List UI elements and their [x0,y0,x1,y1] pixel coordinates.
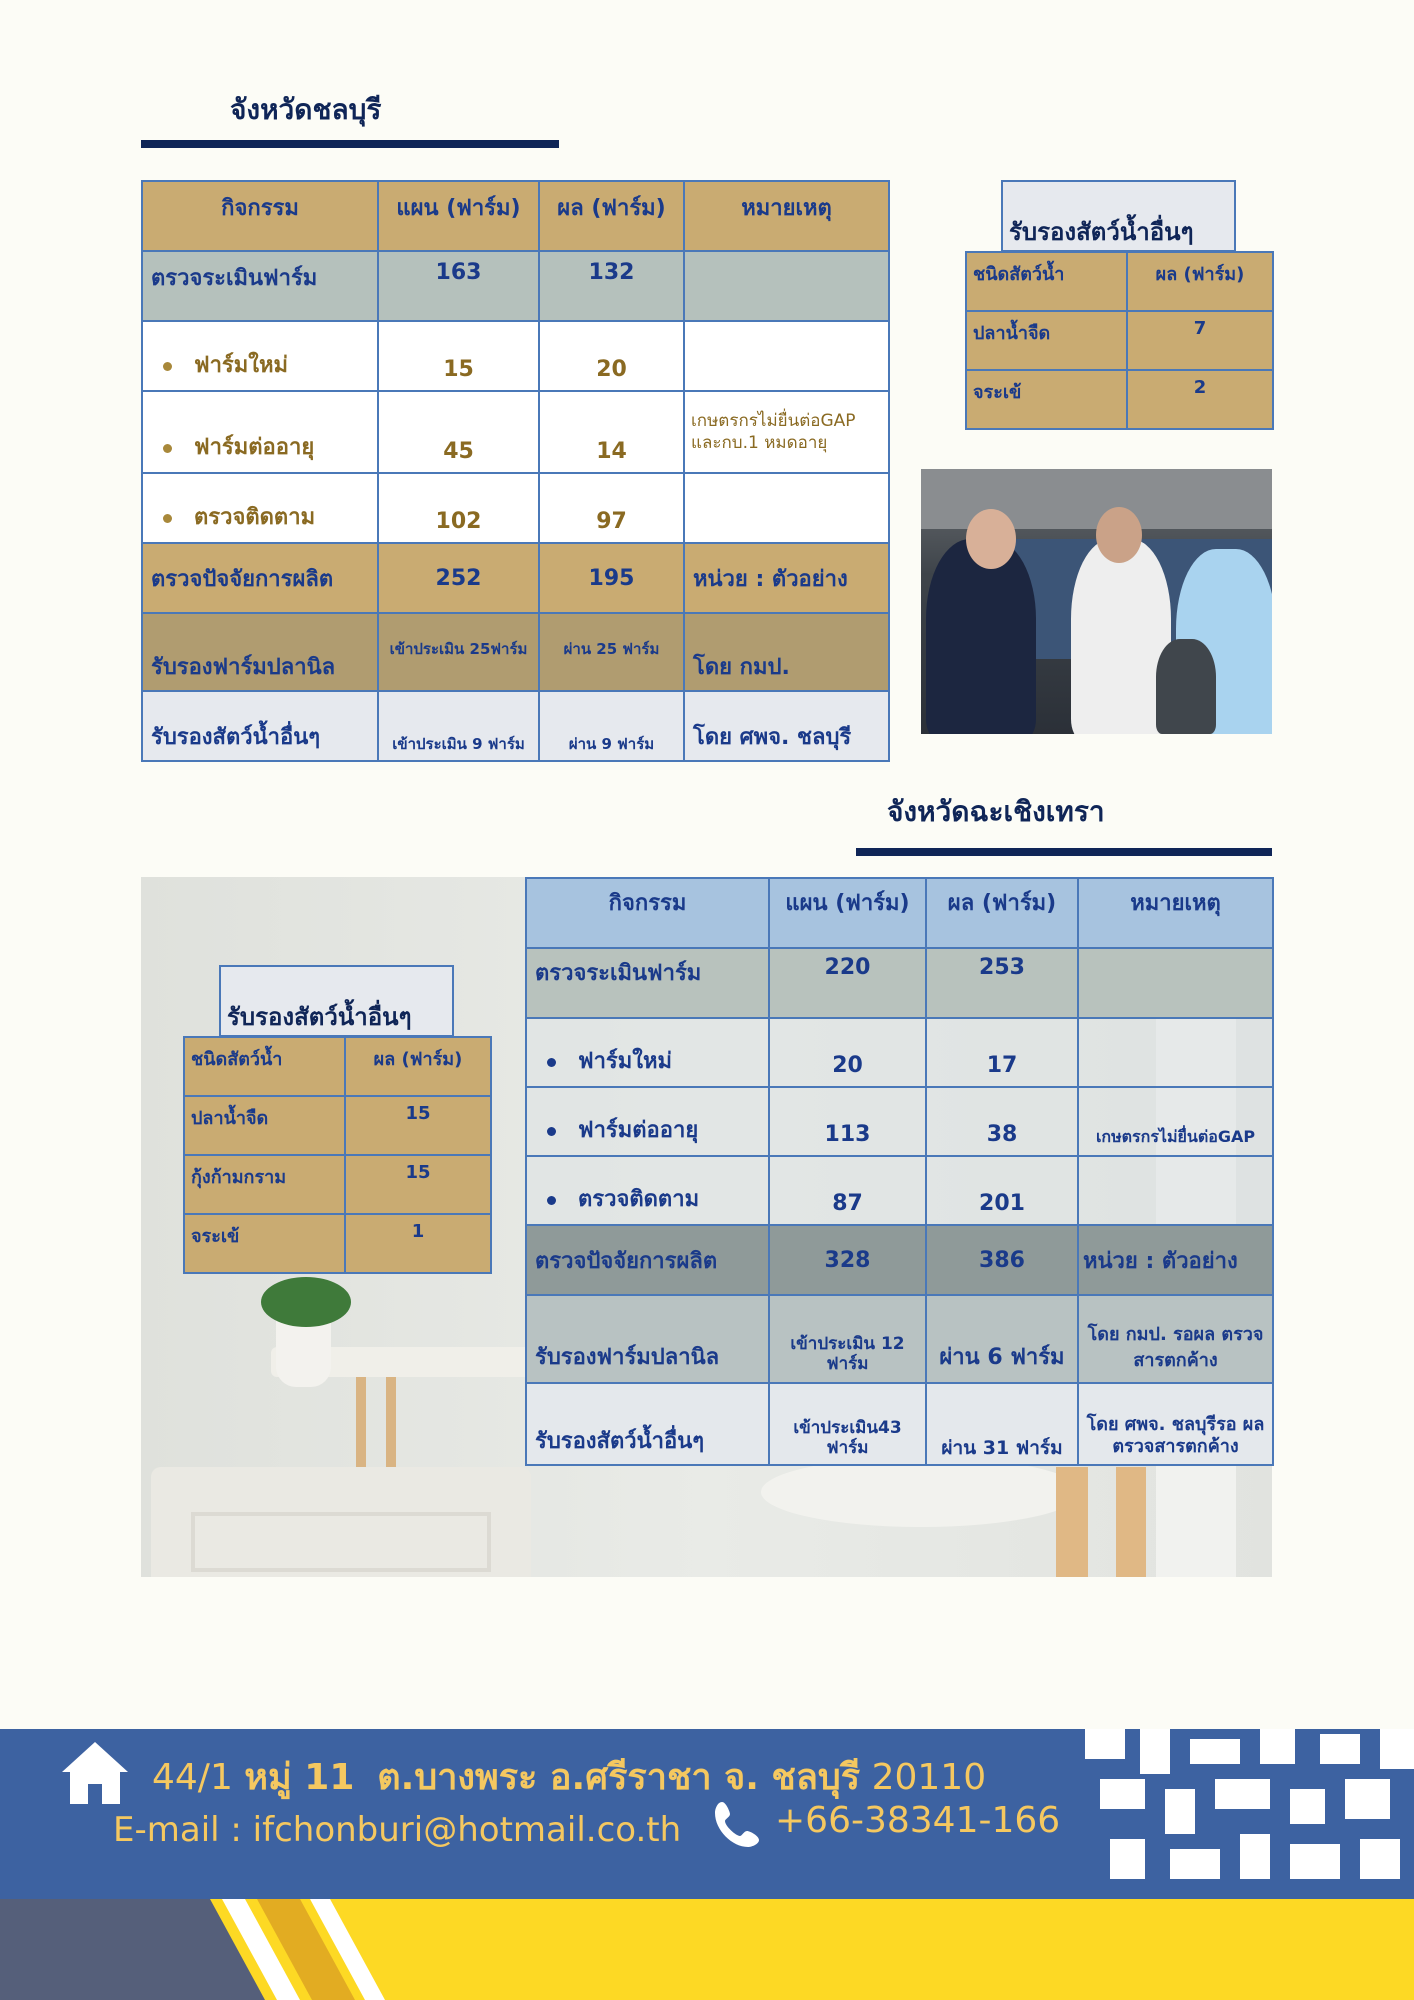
row-plan: เข้าประเมิน 12 ฟาร์ม [769,1295,926,1383]
row-result: 97 [539,473,684,543]
header-activity: กิจกรรม [142,181,378,251]
address-number: 44/1 [152,1757,233,1798]
row-activity-label: ฟาร์มใหม่ [194,353,288,378]
table-row [966,311,1273,370]
table-row [142,321,889,391]
row-note [1078,948,1273,1018]
row-result: 17 [926,1018,1078,1087]
row-note [684,321,889,391]
row-activity-label: ฟาร์มต่ออายุ [194,435,315,460]
table-row [526,1156,1273,1225]
chachoengsao-title-bar [856,848,1272,856]
table-row [184,1096,491,1155]
row-result: 14 [539,391,684,473]
row-plan: เข้าประเมิน43 ฟาร์ม [769,1383,926,1465]
row-activity: รับรองสัตว์น้ำอื่นๆ [142,691,378,761]
row-result: ผ่าน 6 ฟาร์ม [926,1295,1078,1383]
footer-address [152,1748,986,1805]
header-result: ผล (ฟาร์ม) [539,181,684,251]
bullet-icon [163,362,172,371]
table-row [526,1018,1273,1087]
table-row [526,948,1273,1018]
row-result: 132 [539,251,684,321]
table-row [142,251,889,321]
row-result: 38 [926,1087,1078,1156]
header-species: ชนิดสัตว์น้ำ [184,1037,345,1096]
table-row [184,1155,491,1214]
row-result: ผ่าน 31 ฟาร์ม [926,1383,1078,1465]
address-postcode: 20110 [871,1757,987,1798]
table-row [184,1214,491,1273]
row-result: 1 [345,1214,491,1273]
row-activity-label: ตรวจติดตาม [194,505,316,530]
row-activity [526,1156,769,1225]
row-result: 386 [926,1225,1078,1295]
row-note: หน่วย : ตัวอย่าง [684,543,889,613]
row-note: หน่วย : ตัวอย่าง [1078,1225,1273,1295]
address-rest: ต.บางพระ อ.ศรีราชา จ. ชลบุรี [377,1757,861,1798]
row-result: 2 [1127,370,1273,429]
chonburi-title-bar [141,140,559,148]
row-activity: รับรองสัตว์น้ำอื่นๆ [526,1383,769,1465]
row-activity: รับรองฟาร์มปลานิล [526,1295,769,1383]
row-plan: เข้าประเมิน 25ฟาร์ม [378,613,539,691]
row-activity: ตรวจระเมินฟาร์ม [526,948,769,1018]
row-result: 253 [926,948,1078,1018]
row-species: จระเข้ [184,1214,345,1273]
row-result: 15 [345,1155,491,1214]
table-header-row [142,181,889,251]
table-row [142,613,889,691]
table-row [526,1383,1273,1465]
row-plan: 328 [769,1225,926,1295]
row-result: ผ่าน 9 ฟาร์ม [539,691,684,761]
chonburi-other-title: รับรองสัตว์น้ำอื่นๆ [1001,180,1236,252]
row-activity-label: ตรวจติดตาม [578,1187,700,1212]
row-plan: 20 [769,1018,926,1087]
row-result: 20 [539,321,684,391]
table-row [142,391,889,473]
row-note: โดย ศพจ. ชลบุรีรอ ผลตรวจสารตกค้าง [1078,1383,1273,1465]
header-plan: แผน (ฟาร์ม) [769,878,926,948]
home-icon [58,1738,132,1806]
row-result: 15 [345,1096,491,1155]
row-species: กุ้งก้ามกราม [184,1155,345,1214]
row-activity: ตรวจปัจจัยการผลิต [142,543,378,613]
row-activity: รับรองฟาร์มปลานิล [142,613,378,691]
table-row [526,1225,1273,1295]
chonburi-other-table [965,251,1274,430]
row-plan: 252 [378,543,539,613]
row-note: โดย กมป. [684,613,889,691]
header-result: ผล (ฟาร์ม) [1127,252,1273,311]
row-plan: 102 [378,473,539,543]
row-activity: ตรวจระเมินฟาร์ม [142,251,378,321]
chachoengsao-other-title: รับรองสัตว์น้ำอื่นๆ [219,965,454,1037]
table-row [142,473,889,543]
header-note: หมายเหตุ [684,181,889,251]
row-note [1078,1018,1273,1087]
row-species: ปลาน้ำจืด [966,311,1127,370]
row-plan: 163 [378,251,539,321]
row-activity-label: ฟาร์มใหม่ [578,1049,672,1074]
header-note: หมายเหตุ [1078,878,1273,948]
row-note [684,473,889,543]
row-plan: 45 [378,391,539,473]
header-result: ผล (ฟาร์ม) [926,878,1078,948]
row-plan: เข้าประเมิน 9 ฟาร์ม [378,691,539,761]
table-header-row [184,1037,491,1096]
inspection-photo [921,469,1272,734]
chonburi-table [141,180,890,762]
row-plan: 113 [769,1087,926,1156]
bullet-icon [547,1127,556,1136]
footer-phone[interactable]: +66-38341-166 [775,1800,1061,1841]
row-plan: 220 [769,948,926,1018]
row-plan: 87 [769,1156,926,1225]
row-activity [142,473,378,543]
row-note: เกษตรกรไม่ยื่นต่อGAP และกบ.1 หมดอายุ [684,391,889,473]
table-header-row [966,252,1273,311]
table-row [526,1295,1273,1383]
row-note [1078,1156,1273,1225]
row-note: โดย ศพจ. ชลบุรี [684,691,889,761]
bullet-icon [547,1058,556,1067]
chachoengsao-table [525,877,1274,1466]
row-activity: ตรวจปัจจัยการผลิต [526,1225,769,1295]
row-note [684,251,889,321]
row-activity-label: ฟาร์มต่ออายุ [578,1118,699,1143]
row-result: 201 [926,1156,1078,1225]
chachoengsao-title: จังหวัดฉะเชิงเทรา [887,795,1105,828]
row-species: จระเข้ [966,370,1127,429]
header-species: ชนิดสัตว์น้ำ [966,252,1127,311]
row-note: เกษตรกรไม่ยื่นต่อGAP [1078,1087,1273,1156]
footer-email[interactable]: E-mail : ifchonburi@hotmail.co.th [113,1810,682,1850]
header-activity: กิจกรรม [526,878,769,948]
row-result: 7 [1127,311,1273,370]
row-species: ปลาน้ำจืด [184,1096,345,1155]
row-result: 195 [539,543,684,613]
chachoengsao-other-table [183,1036,492,1274]
table-row [142,543,889,613]
phone-icon [712,1800,762,1848]
row-note: โดย กมป. รอผล ตรวจสารตกค้าง [1078,1295,1273,1383]
row-plan: 15 [378,321,539,391]
table-header-row [526,878,1273,948]
row-result: ผ่าน 25 ฟาร์ม [539,613,684,691]
chonburi-title: จังหวัดชลบุรี [230,93,382,126]
row-activity [526,1087,769,1156]
row-activity [526,1018,769,1087]
bullet-icon [163,444,172,453]
table-row [142,691,889,761]
bullet-icon [163,514,172,523]
header-result: ผล (ฟาร์ม) [345,1037,491,1096]
row-activity [142,391,378,473]
table-row [526,1087,1273,1156]
bottom-stripe [0,1899,1414,2000]
row-activity [142,321,378,391]
bullet-icon [547,1196,556,1205]
bottom-stripe-graphic [0,1899,1414,2000]
address-moo: หมู่ 11 [244,1757,355,1798]
header-plan: แผน (ฟาร์ม) [378,181,539,251]
table-row [966,370,1273,429]
